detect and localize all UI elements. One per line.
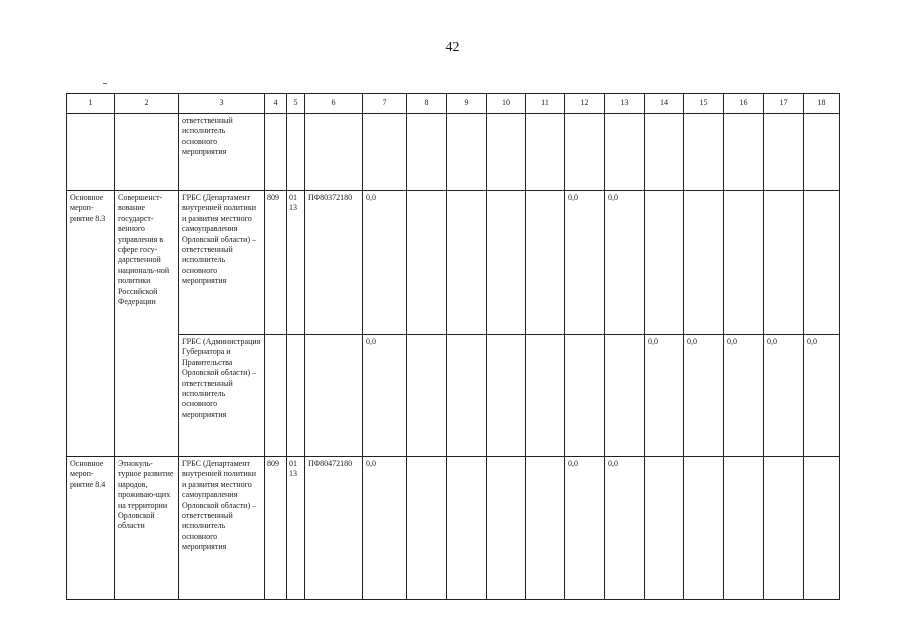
table-cell	[487, 114, 526, 191]
column-header: 16	[724, 94, 764, 114]
table-cell: ГРБС (Департамент внутренней политики и развития местного самоуправления Орловской области) – ответственный исполнитель основного мероприятия	[179, 457, 265, 600]
column-header: 17	[764, 94, 804, 114]
table-cell	[115, 114, 179, 191]
table-cell	[265, 114, 287, 191]
column-header: 1	[67, 94, 115, 114]
table-cell: 01 13	[287, 191, 305, 335]
table-cell	[526, 191, 565, 335]
scan-mark	[103, 83, 107, 84]
table-header-row	[67, 94, 840, 114]
table-cell: 0,0	[724, 335, 764, 457]
table-row	[67, 335, 840, 457]
table-cell: 01 13	[287, 457, 305, 600]
table-cell: 0,0	[565, 457, 605, 600]
table-cell	[724, 457, 764, 600]
table-cell: ПФ80372180	[305, 191, 363, 335]
table-cell	[287, 335, 305, 457]
table-cell	[526, 457, 565, 600]
table-cell	[724, 191, 764, 335]
column-header: 6	[305, 94, 363, 114]
table-cell	[645, 191, 684, 335]
table-cell: ответственный исполнитель основного мероприятия	[179, 114, 265, 191]
column-header: 12	[565, 94, 605, 114]
table-cell	[407, 191, 447, 335]
table-cell: 809	[265, 457, 287, 600]
table-cell	[605, 335, 645, 457]
table-cell	[804, 114, 840, 191]
table-cell: 0,0	[565, 191, 605, 335]
table-cell	[363, 114, 407, 191]
column-header: 7	[363, 94, 407, 114]
table-cell: 0,0	[684, 335, 724, 457]
table-cell	[305, 114, 363, 191]
table-cell: ГРБС (Департамент внутренней политики и развития местного самоуправления Орловской области) – ответственный исполнитель основного мероприятия	[179, 191, 265, 335]
table-cell	[407, 457, 447, 600]
table-cell: 0,0	[605, 457, 645, 600]
table-cell	[724, 114, 764, 191]
table-cell: 809	[265, 191, 287, 335]
column-header: 4	[265, 94, 287, 114]
table-cell	[684, 191, 724, 335]
table-cell	[305, 335, 363, 457]
table-cell: 0,0	[764, 335, 804, 457]
table-cell	[487, 335, 526, 457]
column-header: 5	[287, 94, 305, 114]
table-cell	[526, 114, 565, 191]
table-cell: Основное мероп-риятие 8.3	[67, 191, 115, 457]
column-header: 15	[684, 94, 724, 114]
column-header: 13	[605, 94, 645, 114]
column-header: 11	[526, 94, 565, 114]
column-header: 2	[115, 94, 179, 114]
page-number: 42	[445, 40, 460, 55]
table-cell	[287, 114, 305, 191]
table-cell	[447, 191, 487, 335]
table-cell	[764, 191, 804, 335]
table-cell	[645, 114, 684, 191]
table-cell: Совершенст-вование государст-венного управления в сфере госу-дарственной националь-ной политики Российской Федерации	[115, 191, 179, 457]
table-cell	[684, 457, 724, 600]
table-cell	[407, 114, 447, 191]
table-cell: 0,0	[645, 335, 684, 457]
table-cell	[487, 457, 526, 600]
table-cell	[565, 114, 605, 191]
table-cell	[764, 114, 804, 191]
table-row	[67, 457, 840, 600]
table-cell: ГРБС (Администрация Губернатора и Правительства Орловской области) – ответственный исполнитель основного мероприятия	[179, 335, 265, 457]
table-cell	[605, 114, 645, 191]
column-header: 3	[179, 94, 265, 114]
table-cell: ПФ80472180	[305, 457, 363, 600]
table-cell	[526, 335, 565, 457]
column-header: 10	[487, 94, 526, 114]
table-cell	[565, 335, 605, 457]
table-cell	[804, 191, 840, 335]
table-cell	[764, 457, 804, 600]
table-cell	[487, 191, 526, 335]
table-cell	[407, 335, 447, 457]
table-cell: 0,0	[804, 335, 840, 457]
table-cell	[684, 114, 724, 191]
table-row	[67, 191, 840, 335]
column-header: 9	[447, 94, 487, 114]
table-cell: Основное мероп-риятие 8.4	[67, 457, 115, 600]
table-cell: Этнокуль-турное развитие народов, проживаю-щих на территории Орловской области	[115, 457, 179, 600]
table-cell	[804, 457, 840, 600]
table-cell	[447, 114, 487, 191]
column-header: 8	[407, 94, 447, 114]
table-cell: 0,0	[363, 457, 407, 600]
table-cell	[67, 114, 115, 191]
table-cell: 0,0	[363, 335, 407, 457]
column-header: 18	[804, 94, 840, 114]
table-cell	[265, 335, 287, 457]
table-cell	[447, 335, 487, 457]
table-cell: 0,0	[605, 191, 645, 335]
table-cell: 0,0	[363, 191, 407, 335]
table-cell	[645, 457, 684, 600]
table-row	[67, 114, 840, 191]
table-cell	[447, 457, 487, 600]
column-header: 14	[645, 94, 684, 114]
budget-table	[66, 93, 840, 600]
